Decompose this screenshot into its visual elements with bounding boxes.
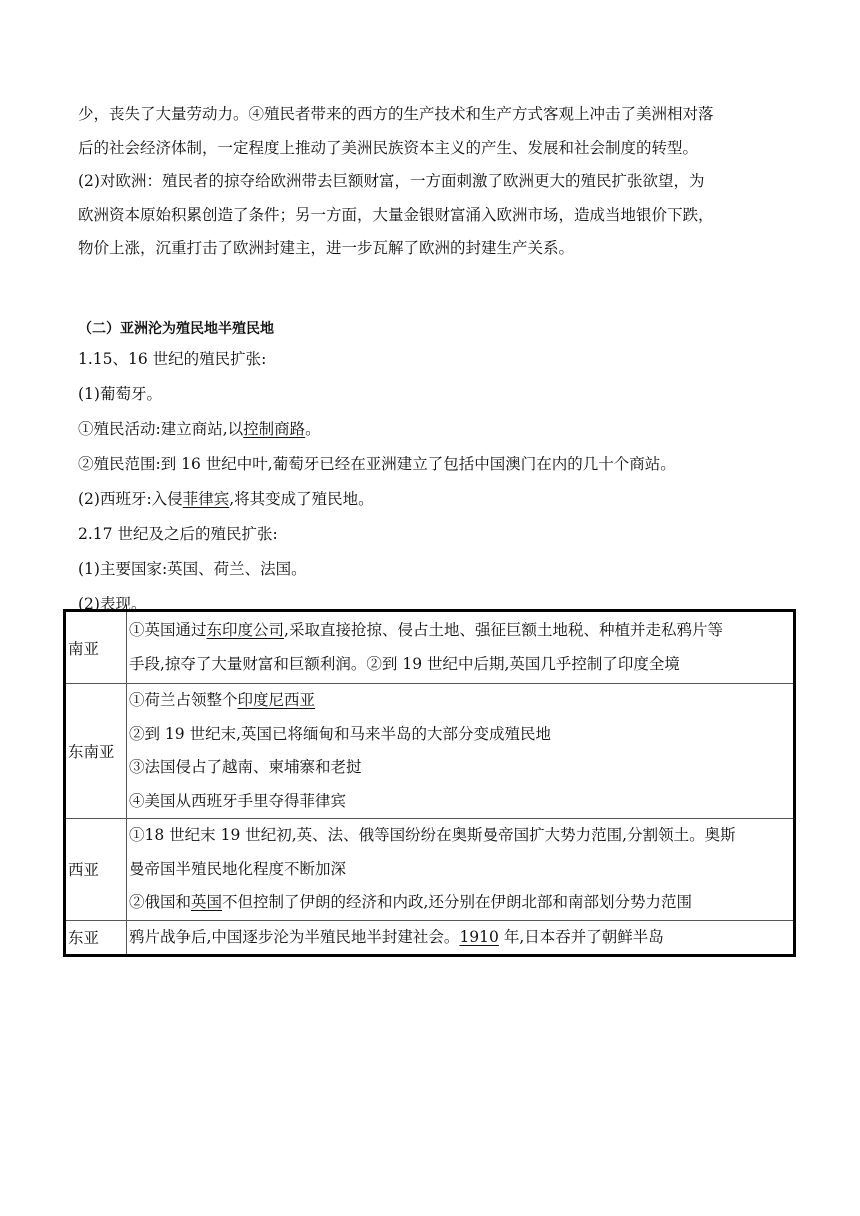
detail-cell xyxy=(127,684,795,819)
outline-item: ②殖民范围:到 16 世纪中叶,葡萄牙已经在亚洲建立了包括中国澳门在内的几十个商站。 xyxy=(78,455,676,473)
underlined-term: 菲律宾 xyxy=(182,490,230,508)
table-row xyxy=(65,920,795,956)
detail-cell xyxy=(127,819,795,921)
detail-line xyxy=(129,921,793,955)
intro-line: 物价上涨，沉重打击了欧洲封建主，进一步瓦解了欧洲的封建生产关系。 xyxy=(78,239,575,257)
detail-line: ①18 世纪末 19 世纪初,英、法、俄等国纷纷在奥斯曼帝国扩大势力范围,分割领土。奥斯 xyxy=(129,826,736,844)
detail-line: ③法国侵占了越南、柬埔寨和老挝 xyxy=(129,758,362,776)
detail-line: 曼帝国半殖民地化程度不断加深 xyxy=(129,859,347,878)
underlined-term: 东印度公司 xyxy=(206,621,285,639)
intro-line: 欧洲资本原始积累创造了条件；另一方面，大量金银财富涌入欧洲市场，造成当地银价下跌， xyxy=(78,205,714,224)
underlined-term: 英国 xyxy=(191,893,223,911)
detail-text: 不但控制了伊朗的经济和内政,还分别在伊朗北部和南部划分势力范围 xyxy=(222,893,692,911)
table-row xyxy=(65,611,795,684)
detail-line xyxy=(129,684,793,718)
detail-text: ,采取直接抢掠、侵占土地、强征巨额土地税、种植并走私鸦片等 xyxy=(284,621,723,639)
detail-line: 手段,掠夺了大量财富和巨额利润。②到 19 世纪中后期,英国几乎控制了印度全境 xyxy=(129,654,680,673)
section-heading: （二）亚洲沦为殖民地半殖民地 xyxy=(78,321,274,337)
region-cell: 南亚 xyxy=(65,611,127,684)
table-row xyxy=(65,684,795,819)
intro-line: 后的社会经济体制，一定程度上推动了美洲民族资本主义的产生、发展和社会制度的转型。 xyxy=(78,138,699,157)
outline-text: ①殖民活动:建立商站,以 xyxy=(78,420,244,438)
outline-item xyxy=(78,482,794,517)
detail-line: ④美国从西班牙手里夺得菲律宾 xyxy=(129,791,347,810)
outline-text: (2)西班牙:入侵 xyxy=(78,490,183,508)
region-cell: 东亚 xyxy=(65,920,127,956)
detail-text: ②俄国和 xyxy=(129,893,192,911)
underlined-term: 控制商路 xyxy=(243,420,306,438)
detail-text: 年,日本吞并了朝鲜半岛 xyxy=(498,927,664,946)
outline-item xyxy=(78,412,794,447)
region-cell: 东南亚 xyxy=(65,684,127,819)
outline-text: ,将其变成了殖民地。 xyxy=(229,490,374,508)
detail-cell xyxy=(127,920,795,956)
outline-text: 。 xyxy=(305,420,321,438)
underlined-term: 1910 xyxy=(459,927,499,946)
detail-cell xyxy=(127,611,795,684)
section-outline xyxy=(78,342,794,622)
colonial-expansion-table xyxy=(63,609,796,957)
intro-line: 少，丧失了大量劳动力。④殖民者带来的西方的生产技术和生产方式客观上冲击了美洲相对落 xyxy=(78,105,714,123)
outline-item: (1)主要国家:英国、荷兰、法国。 xyxy=(78,560,307,578)
detail-text: 鸦片战争后,中国逐步沦为半殖民地半封建社会。 xyxy=(129,927,460,946)
intro-paragraph xyxy=(78,98,794,266)
detail-line xyxy=(129,886,793,920)
detail-line xyxy=(129,614,793,648)
outline-item: 2.17 世纪及之后的殖民扩张: xyxy=(78,525,278,543)
outline-item: (2)表现。 xyxy=(78,595,147,613)
intro-line: (2)对欧洲：殖民者的掠夺给欧洲带去巨额财富，一方面刺激了欧洲更大的殖民扩张欲望，为 xyxy=(78,172,705,190)
outline-item: 1.15、16 世纪的殖民扩张: xyxy=(78,350,267,368)
table-row xyxy=(65,819,795,921)
underlined-term: 印度尼西亚 xyxy=(237,691,316,709)
detail-line: ②到 19 世纪末,英国已将缅甸和马来半岛的大部分变成殖民地 xyxy=(129,724,552,743)
detail-text: ①英国通过 xyxy=(129,621,207,639)
outline-item: (1)葡萄牙。 xyxy=(78,385,162,403)
region-cell: 西亚 xyxy=(65,819,127,921)
detail-text: ①荷兰占领整个 xyxy=(129,691,238,709)
